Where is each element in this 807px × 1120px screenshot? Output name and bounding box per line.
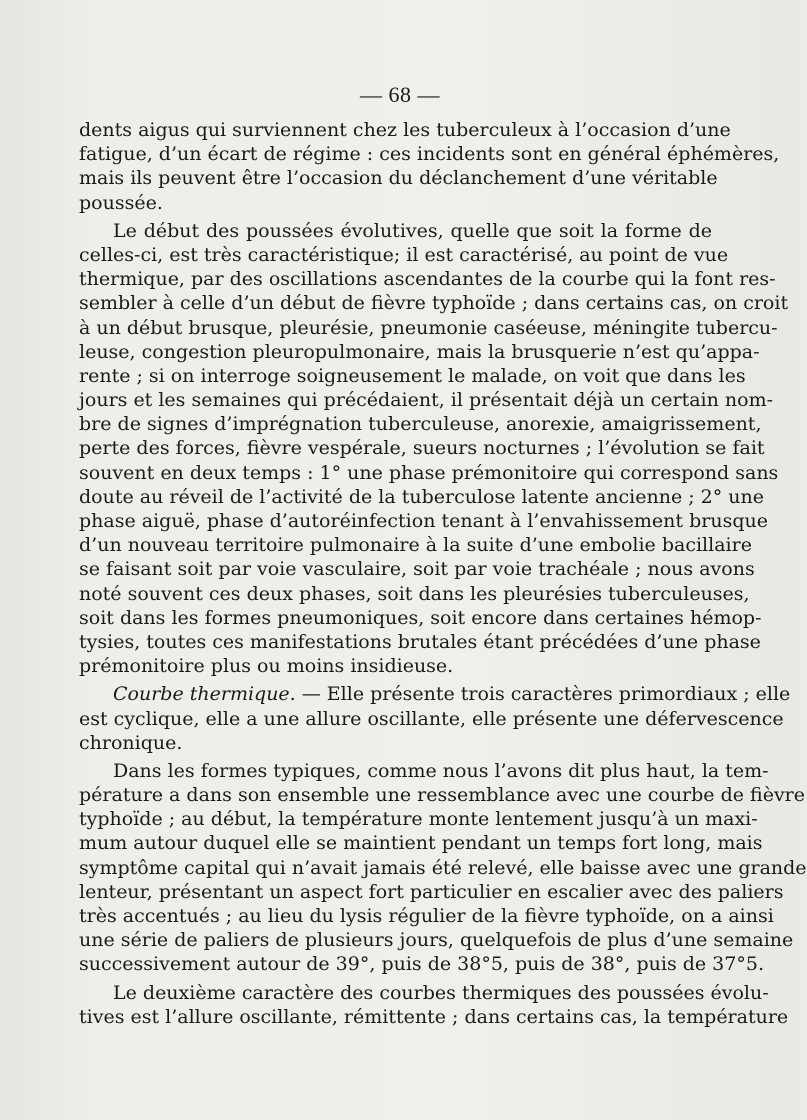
- text-line: successivement autour de 39°, puis de 38°5, puis de 38°, puis de 37°5.: [79, 953, 764, 976]
- text-line: souvent en deux temps : 1° une phase prémonitoire qui correspond sans: [79, 461, 779, 484]
- text-line: soit dans les formes pneumoniques, soit encore dans certaines hémop-: [79, 606, 762, 629]
- body-text: [79, 118, 807, 1029]
- text-line: tives est l’allure oscillante, rémittente ; dans certains cas, la température: [79, 1005, 789, 1028]
- text-line: prémonitoire plus ou moins insidieuse.: [79, 655, 454, 678]
- text-line: à un début brusque, pleurésie, pneumonie caséeuse, méningite tubercu-: [79, 316, 778, 339]
- text-line: se faisant soit par voie vasculaire, soit par voie trachéale ; nous avons: [79, 558, 755, 581]
- text-line: mum autour duquel elle se maintient pendant un temps fort long, mais: [79, 832, 763, 855]
- text-line: noté souvent ces deux phases, soit dans les pleurésies tuberculeuses,: [79, 582, 750, 605]
- text-line: jours et les semaines qui précédaient, il présentait déjà un certain nom-: [79, 389, 774, 412]
- text-line: tysies, toutes ces manifestations brutales étant précédées d’une phase: [79, 630, 761, 653]
- text-line: Dans les formes typiques, comme nous l’avons dit plus haut, la tem-: [113, 759, 769, 782]
- text-line: perte des forces, fièvre vespérale, sueurs nocturnes ; l’évolution se fait: [79, 437, 765, 460]
- text-line: thermique, par des oscillations ascendantes de la courbe qui la font res-: [79, 268, 776, 291]
- text-line: rente ; si on interroge soigneusement le malade, on voit que dans les: [79, 364, 746, 387]
- section-lead-text: — Elle présente trois caractères primordiaux ; elle: [295, 683, 791, 706]
- text-line: lenteur, présentant un aspect fort particulier en escalier avec des paliers: [79, 880, 784, 903]
- text-line: dents aigus qui surviennent chez les tuberculeux à l’occasion d’une: [79, 119, 731, 141]
- text-line: doute au réveil de l’activité de la tuberculose latente ancienne ; 2° une: [79, 485, 765, 508]
- text-line: est cyclique, elle a une allure oscillante, elle présente une défervescence: [79, 707, 784, 730]
- text-line: bre de signes d’imprégnation tuberculeuse, anorexie, amaigrissement,: [79, 413, 762, 436]
- text-line: très accentués ; au lieu du lysis régulier de la fièvre typhoïde, on a ainsi: [79, 905, 774, 927]
- text-line: mais ils peuvent être l’occasion du déclanchement d’une véritable: [79, 167, 718, 190]
- text-line-section-lead: [79, 682, 791, 706]
- text-line: sembler à celle d’un début de fièvre typhoïde ; dans certains cas, on croit: [79, 292, 789, 315]
- text-line: phase aiguë, phase d’autoréinfection tenant à l’envahissement brusque: [79, 510, 768, 532]
- text-line: chronique.: [79, 731, 183, 754]
- text-line: symptôme capital qui n’avait jamais été relevé, elle baisse avec une grande: [79, 856, 807, 879]
- text-line: une série de paliers de plusieurs jours, quelquefois de plus d’une semaine: [79, 929, 794, 952]
- text-line: Le début des poussées évolutives, quelle que soit la forme de: [113, 219, 712, 242]
- text-line: poussée.: [79, 191, 163, 214]
- page-number: — 68 —: [360, 82, 440, 107]
- text-line: celles-ci, est très caractéristique; il est caractérisé, au point de vue: [79, 243, 729, 266]
- text-line: typhoïde ; au début, la température monte lentement jusqu’à un maxi-: [79, 808, 758, 831]
- text-line: leuse, congestion pleuropulmonaire, mais la brusquerie n’est qu’appa-: [79, 340, 760, 363]
- text-line: Le deuxième caractère des courbes thermiques des poussées évolu-: [113, 981, 769, 1004]
- text-line: d’un nouveau territoire pulmonaire à la suite d’une embolie bacillaire: [79, 534, 752, 557]
- section-heading-italic: Courbe thermique.: [113, 683, 296, 706]
- text-line: pérature a dans son ensemble une ressemblance avec une courbe de fièvre: [79, 784, 806, 807]
- text-line: fatigue, d’un écart de régime : ces incidents sont en général éphémères,: [79, 143, 780, 166]
